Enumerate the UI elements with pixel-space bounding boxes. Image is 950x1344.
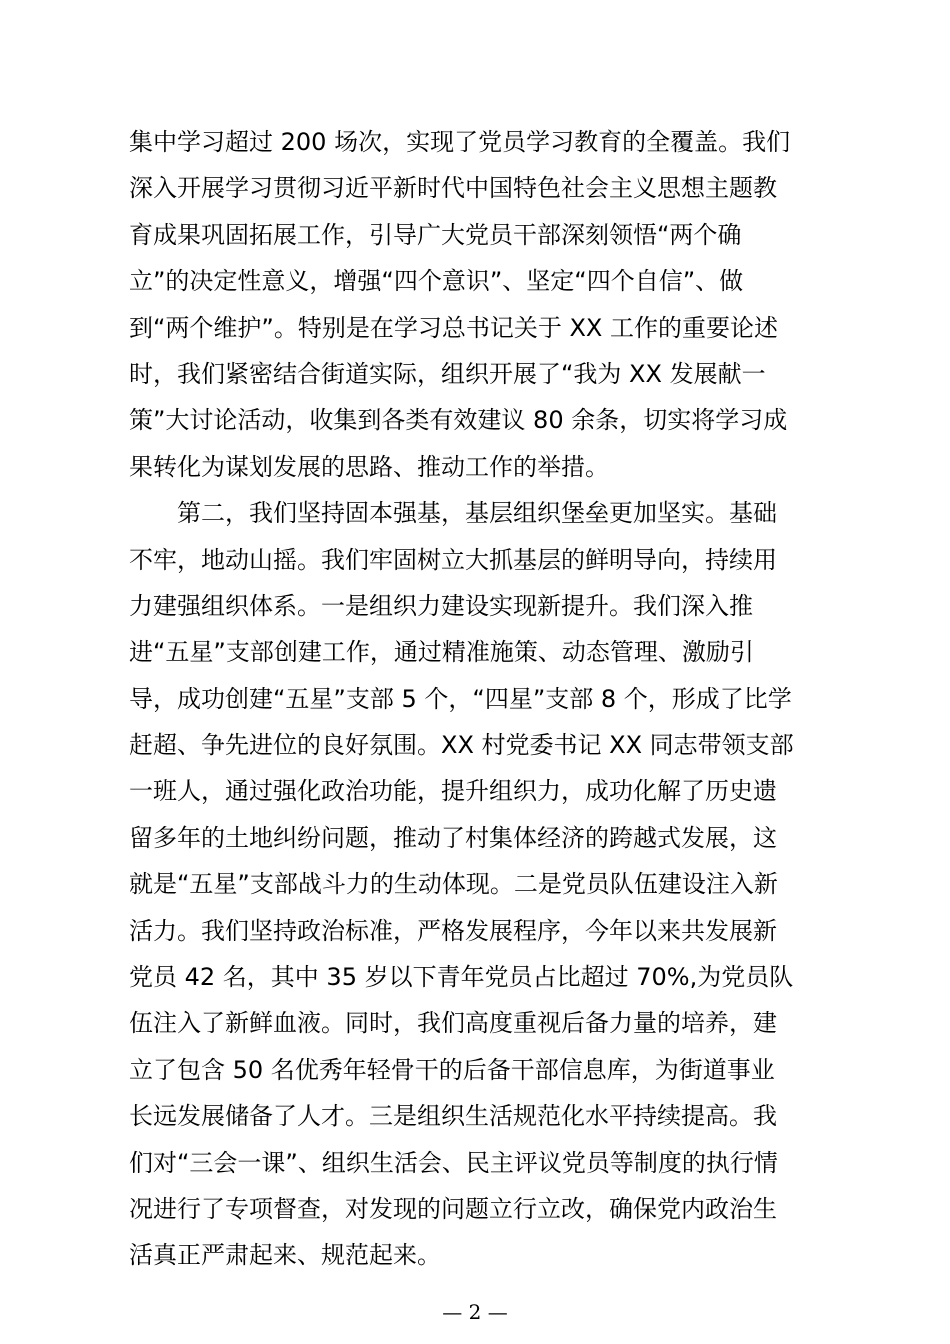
text-line: 进“五星”支部创建工作，通过精准施策、动态管理、激励引 [129, 638, 754, 667]
text-line: 长远发展储备了人才。三是组织生活规范化水平持续提高。我 [129, 1102, 777, 1131]
text-line: 时，我们紧密结合街道实际，组织开展了“我为 XX 发展献一 [129, 359, 766, 388]
text-line: 赶超、争先进位的良好氛围。XX 村党委书记 XX 同志带领支部 [129, 731, 794, 760]
text-line: 集中学习超过 200 场次，实现了党员学习教育的全覆盖。我们 [129, 128, 791, 156]
text-line: 伍注入了新鲜血液。同时，我们高度重视后备力量的培养，建 [129, 1009, 777, 1038]
page-number: — 2 — [442, 1300, 508, 1324]
text-line: 况进行了专项督查，对发现的问题立行立改，确保党内政治生 [129, 1194, 777, 1223]
text-line: 党员 42 名，其中 35 岁以下青年党员占比超过 70%,为党员队 [129, 963, 794, 992]
text-line: 育成果巩固拓展工作，引导广大党员干部深刻领悟“两个确 [129, 220, 742, 249]
text-line: 到“两个维护”。特别是在学习总书记关于 XX 工作的重要论述 [129, 313, 779, 342]
text-line: 立了包含 50 名优秀年轻骨干的后备干部信息库，为街道事业 [129, 1055, 775, 1084]
text-line: 留多年的土地纠纷问题，推动了村集体经济的跨越式发展，这 [129, 823, 777, 852]
text-line: 一班人，通过强化政治功能，提升组织力，成功化解了历史遗 [129, 777, 777, 806]
text-line: 力建强组织体系。一是组织力建设实现新提升。我们深入推 [129, 591, 753, 620]
text-line: 不牢，地动山摇。我们牢固树立大抓基层的鲜明导向，持续用 [129, 545, 777, 574]
text-line: 深入开展学习贯彻习近平新时代中国特色社会主义思想主题教 [129, 174, 777, 203]
text-line: 活力。我们坚持政治标准，严格发展程序，今年以来共发展新 [129, 916, 777, 945]
text-line: 活真正严肃起来、规范起来。 [129, 1241, 441, 1270]
text-line: 策”大讨论活动，收集到各类有效建议 80 余条，切实将学习成 [129, 406, 788, 435]
text-line: 导，成功创建“五星”支部 5 个，“四星”支部 8 个，形成了比学 [129, 684, 792, 713]
text-line: 就是“五星”支部战斗力的生动体现。二是党员队伍建设注入新 [129, 870, 778, 899]
paragraph-start-line: 第二，我们坚持固本强基，基层组织堡垒更加坚实。基础 [177, 499, 777, 528]
text-line: 立”的决定性意义，增强“四个意识”、坚定“四个自信”、做 [129, 267, 744, 296]
body-text [129, 119, 823, 1279]
text-line: 们对“三会一课”、组织生活会、民主评议党员等制度的执行情 [129, 1148, 778, 1177]
text-line: 果转化为谋划发展的思路、推动工作的举措。 [129, 452, 609, 481]
